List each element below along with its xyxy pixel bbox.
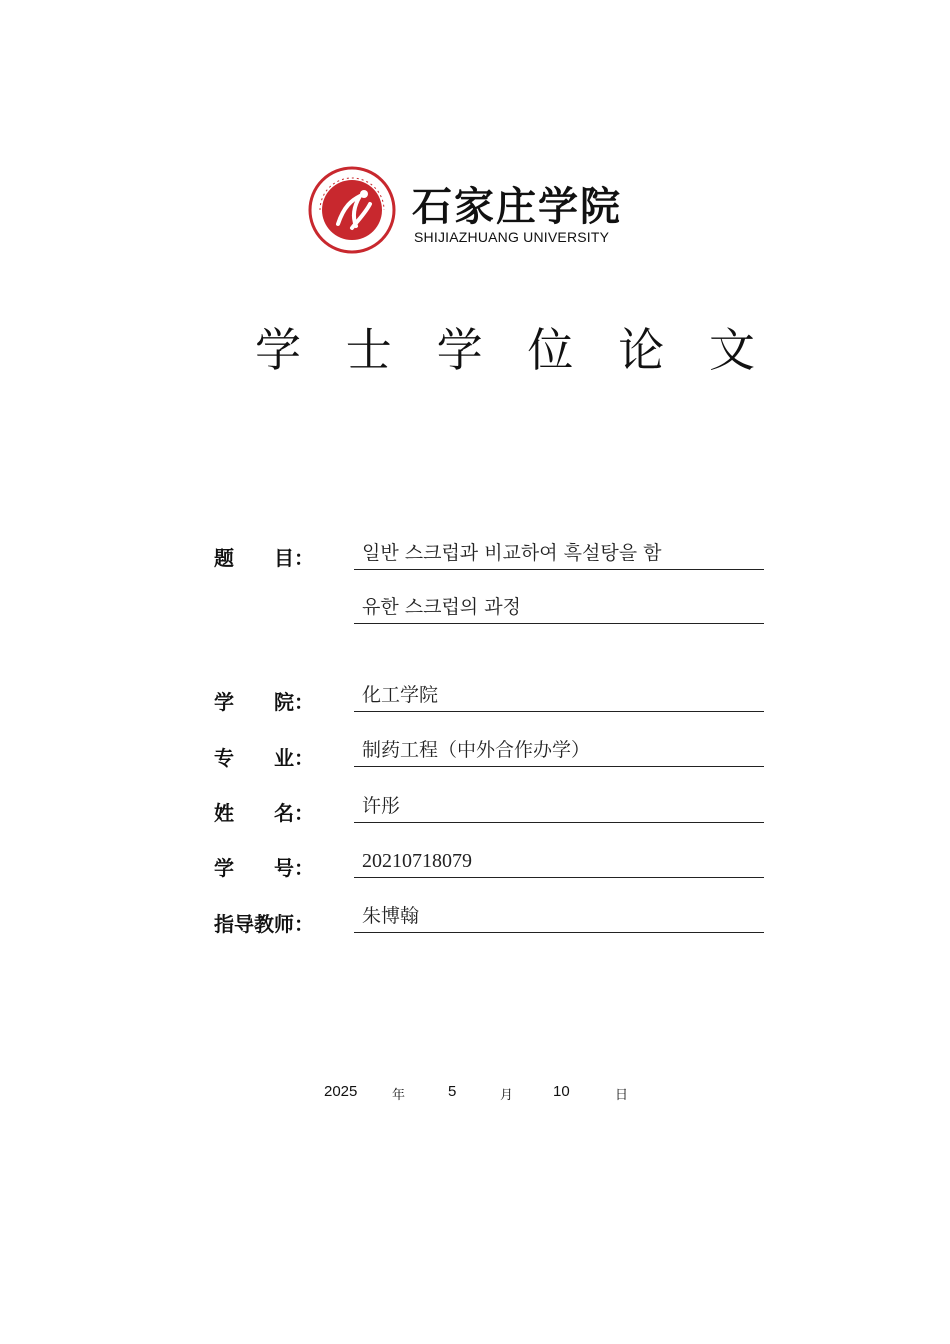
college-label: 学 院：	[214, 690, 314, 714]
university-seal-icon	[308, 166, 396, 254]
title-char: 位	[527, 323, 574, 377]
date-month-unit: 月	[500, 1088, 514, 1103]
date-year-unit: 年	[392, 1088, 406, 1103]
advisor-value: 朱博翰	[354, 901, 764, 933]
student-id-label: 学 号：	[214, 856, 314, 880]
name-label: 姓 名：	[214, 801, 314, 825]
logo-english-name: SHIJIAZHUANG UNIVERSITY	[414, 229, 610, 245]
date-year: 2025	[324, 1083, 358, 1100]
major-label: 专 业：	[214, 746, 314, 770]
logo-chinese-name: 石家庄学院	[412, 183, 622, 230]
advisor-label: 指导教师：	[214, 912, 314, 936]
title-char: 文	[708, 323, 755, 377]
college-value: 化工学院	[354, 680, 764, 712]
student-id-value: 20210718079	[354, 846, 764, 878]
title-char: 论	[618, 323, 665, 377]
title-char: 士	[345, 323, 392, 377]
name-value: 许彤	[354, 791, 764, 823]
date-month: 5	[448, 1083, 457, 1100]
thesis-title	[255, 314, 755, 380]
major-value: 制药工程（中外合作办学）	[354, 735, 764, 767]
topic-label: 题 目：	[214, 546, 314, 570]
topic-line-1: 일반 스크럽과 비교하여 흑설탕을 함	[354, 538, 764, 570]
title-char: 学	[436, 323, 483, 377]
university-logo	[304, 163, 650, 259]
date-day: 10	[553, 1083, 570, 1100]
title-char: 学	[255, 323, 301, 377]
date-day-unit: 日	[615, 1088, 629, 1103]
topic-line-2: 유한 스크럽의 과정	[354, 592, 764, 624]
